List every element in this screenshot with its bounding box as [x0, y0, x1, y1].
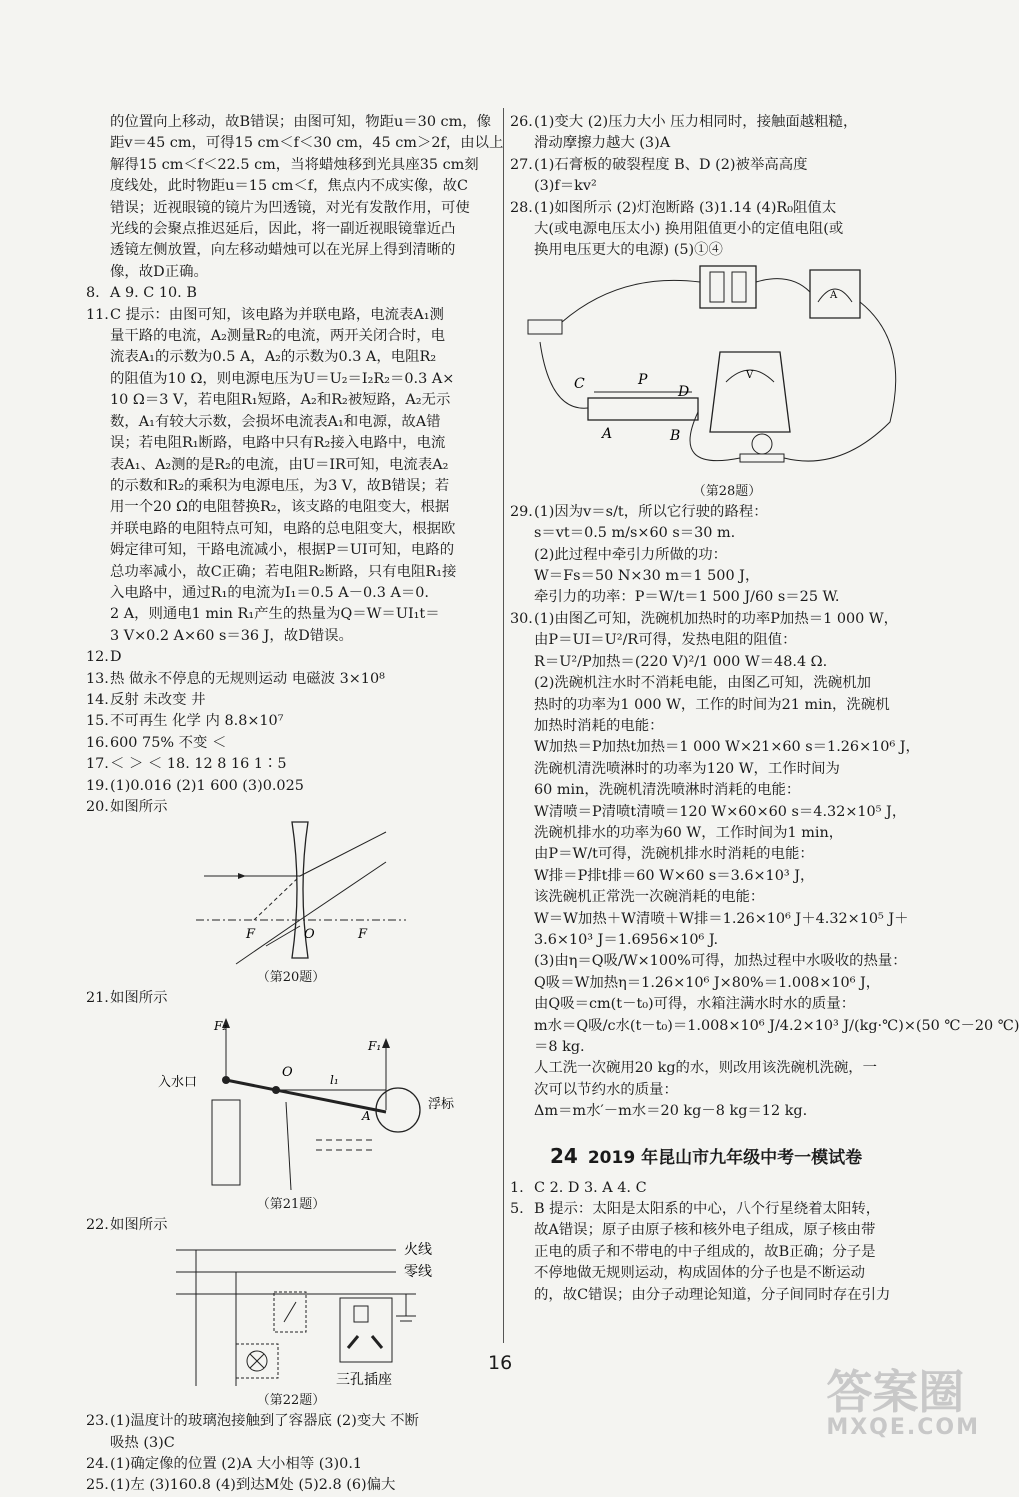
question-number: 17. — [86, 756, 109, 773]
text-line: 的阻值为10 Ω，则电源电压为U＝U₂＝I₂R₂＝0.3 A× — [110, 370, 455, 387]
line-text: (1)如图所示 (2)灯泡断路 (3)1.14 (4)R₀阻值太 — [534, 199, 837, 216]
figure-20-concave-lens — [86, 818, 496, 968]
text-line — [510, 1220, 944, 1241]
text-line — [510, 930, 944, 951]
figure-22-household-circuit — [86, 1236, 496, 1391]
question-number — [510, 176, 534, 197]
question-number — [510, 545, 534, 566]
answer-text: (1)左 (3)160.8 (4)到达M处 (5)2.8 (6)偏大 — [110, 1477, 396, 1494]
question-number — [510, 1242, 534, 1263]
line-text: 60 min，洗碗机清洗喷淋时消耗的电能： — [534, 782, 801, 799]
line-text: 牵引力的功率：P＝W/t＝1 500 J/60 s＝25 W. — [534, 589, 840, 606]
line-text: W清喷＝P清喷t清喷＝120 W×60×60 s＝4.32×10⁵ J， — [534, 803, 907, 820]
answer-row — [86, 1411, 496, 1432]
text-line — [510, 780, 944, 801]
fig28-caption: （第28题） — [692, 483, 762, 499]
text-line: 3 V×0.2 A×60 s＝36 J，故D错误。 — [110, 627, 353, 644]
question-number: 23. — [86, 1413, 109, 1430]
text-line — [510, 652, 944, 673]
line-text: (1)石膏板的破裂程度 B、D (2)被举高高度 — [534, 156, 808, 173]
question-number: 28. — [510, 199, 533, 216]
answer-q26 — [510, 112, 944, 155]
text-line — [510, 566, 944, 587]
question-number: 5. — [510, 1201, 524, 1218]
text-line: 的示数和R₂的乘积为电源电压，为3 V，故B错误；若 — [110, 477, 450, 494]
fig21-l1: l₁ — [330, 1072, 339, 1087]
question-number: 19. — [86, 777, 109, 794]
fig28-ammeter: A — [830, 289, 838, 301]
line-text: 3.6×10³ J＝1.6956×10⁶ J. — [534, 931, 719, 948]
question-number — [510, 737, 534, 758]
text-line — [510, 1242, 944, 1263]
line-text: 不停地做无规则运动，构成固体的分子也是不断运动 — [534, 1265, 865, 1282]
text-line — [510, 545, 944, 566]
question-number: 15. — [86, 713, 109, 730]
text-line — [510, 866, 944, 887]
question-number — [510, 1220, 534, 1241]
answer-q28 — [510, 198, 944, 262]
answer-text: 如图所示 — [110, 799, 168, 815]
text-line — [510, 673, 944, 694]
answer-row — [86, 1454, 496, 1475]
answer-text: 600 75% 不变 ＜ — [110, 734, 227, 751]
question-number — [510, 1080, 534, 1101]
text-line: 误；若电阻R₁断路，电路中只有R₂接入电路中，电流 — [110, 435, 446, 452]
text-line: 度线处，此时物距u＝15 cm＜f，焦点内不成实像，故C — [110, 178, 469, 195]
text-line — [510, 737, 944, 758]
answer-text: (1)0.016 (2)1 600 (3)0.025 — [110, 777, 304, 794]
text-line — [510, 1080, 944, 1101]
text-line: 2 A，则通电1 min R₁产生的热量为Q＝W＝UI₁t＝ — [110, 606, 440, 623]
text-line: 吸热 (3)C — [110, 1434, 175, 1451]
line-text: 正电的质子和不带电的中子组成的，故B正确；分子是 — [534, 1243, 876, 1260]
question-number: 24. — [86, 1456, 109, 1473]
text-line — [510, 1263, 944, 1284]
q7-continuation — [86, 112, 504, 283]
line-text: W＝Fs＝50 N×30 m＝1 500 J， — [534, 568, 760, 585]
line-text: 次可以节约水的质量： — [534, 1081, 678, 1098]
fig21-f1: F₁ — [368, 1038, 382, 1053]
fig20-optical-center: O — [304, 927, 315, 943]
question-number — [510, 1037, 534, 1058]
answer-text: ＜ ＞ ＜ 18. 12 8 16 1∶5 — [110, 756, 287, 773]
question-number — [510, 780, 534, 801]
fig20-caption: （第20题） — [256, 970, 326, 986]
section-heading: 24 2019 年昆山市九年级中考一模试卷 — [550, 1143, 863, 1168]
text-line — [510, 802, 944, 823]
answer-row — [86, 1475, 496, 1496]
text-line — [510, 240, 944, 261]
text-line: 距v＝45 cm，可得15 cm＜f＜30 cm，45 cm＞2f，由以上 — [110, 135, 504, 152]
line-text: 热时的功率为1 000 W，工作的时间为21 min，洗碗机 — [534, 696, 890, 713]
answer-text: (1)确定像的位置 (2)A 大小相等 (3)0.1 — [110, 1456, 363, 1473]
line-text: (2)洗碗机注水时不消耗电能，由图乙可知，洗碗机加 — [534, 675, 871, 692]
text-line — [510, 523, 944, 544]
text-line — [510, 502, 944, 523]
fig22-caption: （第22题） — [256, 1393, 326, 1409]
question-number: 25. — [86, 1477, 109, 1494]
text-line — [510, 1058, 944, 1079]
answer-q29 — [510, 502, 944, 609]
line-text: 的，故C错误；由分子动理论知道，分子间同时存在引力 — [534, 1286, 891, 1303]
question-number — [510, 673, 534, 694]
line-text: (1)因为v＝s/t，所以它行驶的路程： — [534, 503, 768, 520]
text-line — [510, 1101, 944, 1122]
line-text: 洗碗机清洗喷淋时的功率为120 W，工作时间为 — [534, 760, 840, 777]
figure-28-circuit-apparatus — [510, 262, 944, 482]
fig28-terminal-c: C — [574, 375, 585, 392]
text-line — [510, 219, 944, 240]
line-text: 洗碗机排水的功率为60 W，工作时间为1 min， — [534, 824, 844, 841]
fig28-terminal-b: B — [670, 427, 681, 444]
text-line — [510, 973, 944, 994]
line-text: W加热＝P加热t加热＝1 000 W×21×60 s＝1.26×10⁶ J， — [534, 739, 920, 756]
right-column — [510, 112, 1019, 1306]
fig21-pivot-o: O — [282, 1064, 293, 1080]
text-line: 解得15 cm＜f＜22.5 cm，当将蜡烛移到光具座35 cm刻 — [110, 156, 479, 173]
text-line — [510, 630, 944, 651]
question-number — [510, 823, 534, 844]
line-text: Δm＝m水′－m水＝20 kg－8 kg＝12 kg. — [534, 1103, 808, 1120]
question-number — [510, 802, 534, 823]
question-number — [510, 844, 534, 865]
text-line: 的位置向上移动，故B错误；由图可知，物距u＝30 cm，像 — [110, 114, 492, 130]
line-text: 滑动摩擦力越大 (3)A — [534, 135, 671, 152]
question-number — [510, 1285, 534, 1306]
line-text: 故A错误；原子由原子核和核外电子组成，原子核由带 — [534, 1222, 876, 1239]
line-text: (2)此过程中牵引力所做的功： — [534, 546, 728, 563]
answer-row — [86, 776, 496, 797]
text-line — [510, 1037, 944, 1058]
text-line: 并联电路的电阻特点可知，电路的总电阻变大，根据欧 — [110, 520, 456, 537]
line-text: R＝U²/P加热＝(220 V)²/1 000 W＝48.4 Ω. — [534, 653, 828, 670]
line-text: (3)f＝kv² — [534, 178, 597, 195]
question-number: 20. — [86, 799, 109, 815]
question-number: 30. — [510, 610, 533, 627]
text-line — [510, 951, 944, 972]
text-line: 量干路的电流，A₂测量R₂的电流，两开关闭合时，电 — [110, 328, 445, 345]
answers-12-20 — [86, 647, 496, 818]
question-number — [510, 866, 534, 887]
question-number — [510, 994, 534, 1015]
text-line: 像，故D正确。 — [110, 263, 208, 280]
text-line: 数，A₁有较大示数，会损坏电流表A₁和电源，故A错 — [110, 413, 441, 430]
line-text: (3)由η＝Q吸/W×100%可得，加热过程中水吸收的热量： — [534, 953, 907, 970]
fig28-slider-p: P — [638, 371, 648, 388]
question-number — [510, 630, 534, 651]
text-line — [510, 716, 944, 737]
text-line: 姆定律可知，干路电流减小，根据P＝UI可知，电路的 — [110, 542, 455, 559]
line-text: m水＝Q吸/c水(t－t₀)＝1.008×10⁶ J/4.2×10³ J/(kg·℃)×(50 ℃－20 ℃) — [534, 1017, 1019, 1034]
question-number: 14. — [86, 691, 109, 708]
question-number: 26. — [510, 114, 533, 130]
answer-q8: 8. A 9. C 10. B — [86, 285, 197, 302]
answer-row — [86, 690, 496, 711]
line-text: W＝W加热＋W清喷＋W排＝1.26×10⁶ J＋4.32×10⁵ J＋ — [534, 910, 909, 927]
line-text: B 提示：太阳是太阳系的中心，八个行星绕着太阳转， — [534, 1201, 881, 1218]
question-number — [510, 133, 534, 154]
left-column — [86, 112, 504, 1497]
question-number — [510, 930, 534, 951]
question-number — [510, 566, 534, 587]
text-line: 总功率减小，故C正确；若电阻R₂断路，只有电阻R₁接 — [110, 563, 457, 580]
answer-row — [86, 754, 496, 775]
question-number — [510, 1101, 534, 1122]
answer-row — [86, 669, 496, 690]
question-number — [510, 1263, 534, 1284]
fig20-focus-left: F — [246, 927, 256, 943]
answer-text: 反射 未改变 井 — [110, 691, 206, 708]
section-answer-q5 — [510, 1199, 944, 1306]
text-line — [510, 695, 944, 716]
line-text: (1)变大 (2)压力大小 压力相同时，接触面越粗糙， — [534, 114, 858, 130]
answer-text: 热 做永不停息的无规则运动 电磁波 3×10⁸ — [110, 670, 385, 687]
text-line — [510, 909, 944, 930]
question-number: 16. — [86, 734, 109, 751]
line-text: 该洗碗机正常洗一次碗消耗的电能： — [534, 889, 765, 906]
question-number — [510, 973, 534, 994]
fig22-socket-label: 三孔插座 — [336, 1372, 392, 1389]
text-line: 光线的会聚点推迟延后，因此，将一副近视眼镜靠近凸 — [110, 221, 456, 238]
fig21-point-a: A — [362, 1108, 371, 1123]
fig20-focus-right: F — [358, 927, 368, 943]
answer-text: 不可再生 化学 内 8.8×10⁷ — [110, 713, 284, 730]
fig21-float: 浮标 — [428, 1096, 455, 1112]
text-line — [510, 587, 944, 608]
text-line: 表A₁、A₂测的是R₂的电流，由U＝IR可知，电流表A₂ — [110, 456, 449, 473]
answer-row — [86, 797, 496, 818]
text-line — [510, 609, 944, 630]
text-line — [510, 176, 944, 197]
question-number — [510, 240, 534, 261]
question-number — [510, 887, 534, 908]
text-line — [510, 198, 944, 219]
text-line: 用一个20 Ω的电阻替换R₂，该支路的电阻变大，根据 — [110, 499, 450, 516]
section-answers-1-4: 1. C 2. D 3. A 4. C — [510, 1179, 647, 1196]
text-line — [510, 1199, 944, 1220]
line-text: s＝vt＝0.5 m/s×60 s＝30 m. — [534, 525, 736, 542]
line-text: Q吸＝W加热η＝1.26×10⁶ J×80%＝1.008×10⁶ J， — [534, 974, 881, 991]
text-line: 错误；近视眼镜的镜片为凹透镜，对光有发散作用，可使 — [110, 199, 470, 216]
text-line: 10 Ω＝3 V，若电阻R₁短路，A₂和R₂被短路，A₂无示 — [110, 392, 451, 409]
text-line: 流表A₁的示数为0.5 A，A₂的示数为0.3 A，电阻R₂ — [110, 349, 437, 366]
question-number: 29. — [510, 503, 533, 520]
text-line — [510, 1016, 1019, 1037]
text-line: 入电路中，通过R₁的电流为I₁＝0.5 A－0.3 A＝0. — [110, 584, 429, 601]
fig28-voltmeter: V — [746, 369, 754, 381]
answer-text: (1)温度计的玻璃泡接触到了容器底 (2)变大 不断 — [110, 1413, 419, 1430]
fig21-f2: F₂ — [214, 1018, 228, 1033]
fig21-caption: （第21题） — [256, 1196, 326, 1212]
question-number — [510, 695, 534, 716]
figure-21-lever — [86, 1010, 496, 1195]
question-number — [510, 219, 534, 240]
answer-q22: 22. 如图所示 — [86, 1216, 168, 1233]
text-line — [510, 887, 944, 908]
answer-row — [86, 733, 496, 754]
question-number — [510, 523, 534, 544]
answer-text: D — [110, 649, 122, 666]
page-number: 16 — [488, 1352, 513, 1374]
answer-q27 — [510, 155, 944, 198]
answer-q21: 21. 如图所示 — [86, 990, 168, 1007]
question-number — [510, 759, 534, 780]
answers-23-25 — [86, 1411, 496, 1497]
text-line — [510, 823, 944, 844]
question-number: 13. — [86, 670, 109, 687]
answer-row — [86, 711, 496, 732]
line-text: 由Q吸＝cm(t－t₀)可得，水箱注满水时水的质量： — [534, 996, 856, 1013]
question-number — [510, 1058, 534, 1079]
text-line — [510, 133, 944, 154]
question-number — [510, 716, 534, 737]
text-line — [510, 994, 944, 1015]
question-number — [510, 909, 534, 930]
answer-row — [86, 647, 496, 668]
line-text: ＝8 kg. — [534, 1039, 585, 1055]
line-text: (1)由图乙可知，洗碗机加热时的功率P加热＝1 000 W， — [534, 610, 899, 627]
question-number — [510, 951, 534, 972]
fig28-terminal-d: D — [678, 383, 690, 400]
line-text: 人工洗一次碗用20 kg的水，则改用该洗碗机洗碗，一 — [534, 1060, 878, 1077]
question-number: 12. — [86, 649, 109, 666]
question-number — [510, 652, 534, 673]
watermark-logo: 答案圈 MXQE.COM — [826, 1365, 980, 1440]
line-text: 由P＝UI＝U²/R可得，发热电阻的阻值： — [534, 632, 797, 649]
text-line — [510, 112, 944, 133]
q11-explanation — [86, 326, 496, 647]
text-line — [510, 844, 944, 865]
line-text: 由P＝W/t可得，洗碗机排水时消耗的电能： — [534, 846, 814, 863]
line-text: 大(或电源电压太小) 换用阻值更小的定值电阻(或 — [534, 221, 844, 238]
line-text: W排＝P排t排＝60 W×60 s＝3.6×10³ J， — [534, 867, 815, 884]
fig28-terminal-a: A — [602, 425, 613, 442]
column-divider — [503, 108, 504, 1343]
line-text: 换用电压更大的电源) (5)①④ — [534, 242, 723, 259]
text-line: 透镜左侧放置，向左移动蜡烛可以在光屏上得到清晰的 — [110, 242, 456, 259]
fig22-live-wire: 火线 — [404, 1242, 432, 1259]
answer-q30 — [510, 609, 1019, 1123]
fig22-neutral-wire: 零线 — [404, 1264, 432, 1281]
line-text: 加热时消耗的电能： — [534, 717, 664, 734]
question-number — [510, 587, 534, 608]
text-line — [510, 759, 944, 780]
fig21-inlet: 入水口 — [158, 1074, 198, 1090]
answer-q11: 11. C 提示：由图可知，该电路为并联电路，电流表A₁测 — [86, 306, 444, 323]
text-line — [510, 155, 944, 176]
text-line — [510, 1285, 944, 1306]
question-number — [510, 1016, 534, 1037]
question-number: 27. — [510, 156, 533, 173]
